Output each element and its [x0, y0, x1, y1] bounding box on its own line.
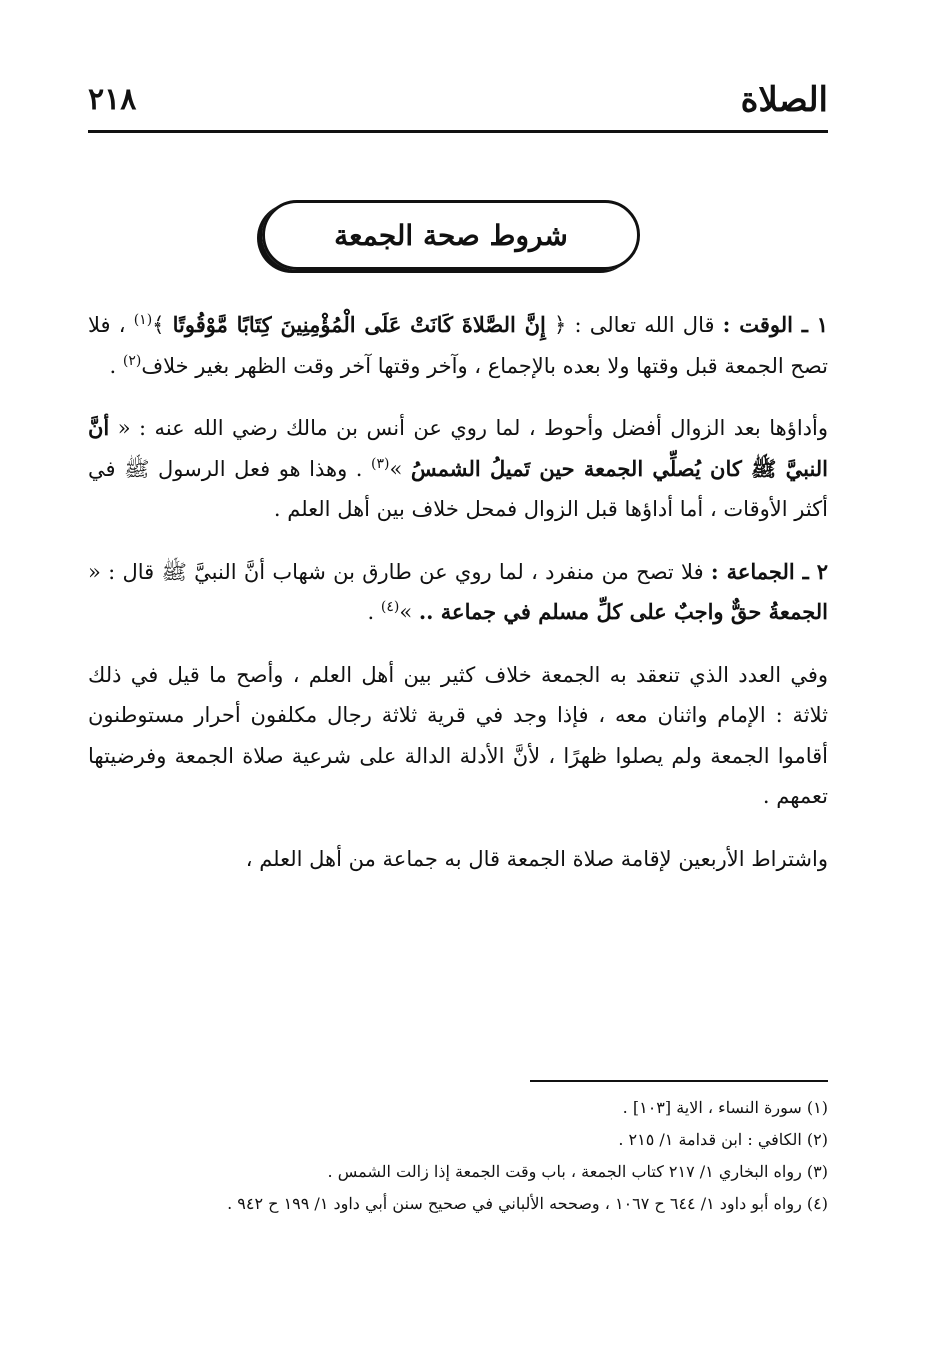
paragraph-text: . وهذا هو فعل الرسول ﷺ في أكثر الأوقات ، أما أداؤها قبل الزوال فمحل خلاف بين أهل العلم . [88, 456, 828, 521]
footnotes [88, 1092, 828, 1220]
footnote-marker: (١) [133, 312, 153, 328]
paragraph-text: ، فلا تصح الجمعة قبل وقتها ولا بعده بالإجماع ، وآخر وقتها آخر وقت الظهر بغير خلاف [88, 313, 828, 378]
paragraph [88, 552, 828, 633]
paragraph-text: . [109, 353, 123, 378]
page-header [88, 78, 828, 128]
paragraph-text: وفي العدد الذي تنعقد به الجمعة خلاف كثير بين أهل العلم ، وأصح ما قيل في ذلك ثلاثة : الإمام واثنان معه ، فإذا وجد في قرية ثلاثة رجال مكلفون أحرار مستوطنون أقاموا الجمعة ولم يصلوا ظهرًا ، لأنَّ الأدلة الدالة على شرعية صلاة الجمعة وفرضيتها تعمهم . [88, 662, 828, 808]
paragraph-text: وأداؤها بعد الزوال أفضل وأحوط ، لما روي عن أنس بن مالك رضي الله عنه : « [109, 416, 828, 440]
footnote-marker: (٢) [122, 352, 142, 369]
footnote-rule [530, 1080, 828, 1082]
footnote: (٣) رواه البخاري ١/ ٢١٧ كتاب الجمعة ، باب وقت الجمعة إذا زالت الشمس . [327, 1162, 828, 1181]
footnote: (١) سورة النساء ، الاية [١٠٣] . [622, 1098, 828, 1117]
running-title: الصلاة [740, 80, 828, 120]
paragraph [88, 305, 828, 386]
paragraph [88, 655, 828, 817]
footnote-marker: (٤) [380, 599, 400, 615]
paragraph-text: ﴾ [152, 313, 173, 337]
page-number: ٢١٨ [88, 82, 137, 117]
paragraph-text: فلا تصح من منفرد ، لما روي عن طارق بن شهاب أنَّ النبيَّ ﷺ قال : « [88, 559, 711, 584]
body-text [88, 305, 828, 901]
quoted-text: الجمعةُ حقٌّ واجبٌ على كلِّ مسلم في جماعة .. [418, 599, 828, 624]
footnote: (٤) رواه أبو داود ١/ ٦٤٤ ح ١٠٦٧ ، وصححه الألباني في صحيح سنن أبي داود ١/ ١٩٩ ح ٩٤٢ . [227, 1194, 828, 1213]
paragraph [88, 408, 828, 530]
quoted-text: أنَّ النبيَّ ﷺ كان يُصلِّي الجمعة حين تَميلُ الشمسُ [88, 415, 829, 481]
quoted-text: إِنَّ الصَّلاةَ كَانَتْ عَلَى الْمُؤْمِنِينَ كِتَابًا مَّوْقُوتًا [172, 312, 546, 337]
paragraph-heading: ٢ ـ الجماعة : [710, 558, 828, 584]
paragraph-text: واشتراط الأربعين لإقامة صلاة الجمعة قال به جماعة من أهل العلم ، [245, 846, 828, 871]
paragraph-text: » [389, 456, 411, 481]
paragraph-text: . [367, 600, 381, 624]
paragraph-heading: ١ ـ الوقت : [722, 312, 829, 337]
paragraph [88, 839, 828, 880]
footnote-marker: (٣) [371, 455, 390, 472]
section-title-frame [262, 200, 640, 270]
section-title: شروط صحة الجمعة [334, 218, 568, 252]
header-rule [88, 130, 828, 133]
footnote: (٢) الكافي : ابن قدامة ١/ ٢١٥ . [618, 1130, 828, 1149]
paragraph-text: » [399, 600, 419, 624]
paragraph-text: قال الله تعالى : ﴿ [545, 313, 723, 337]
